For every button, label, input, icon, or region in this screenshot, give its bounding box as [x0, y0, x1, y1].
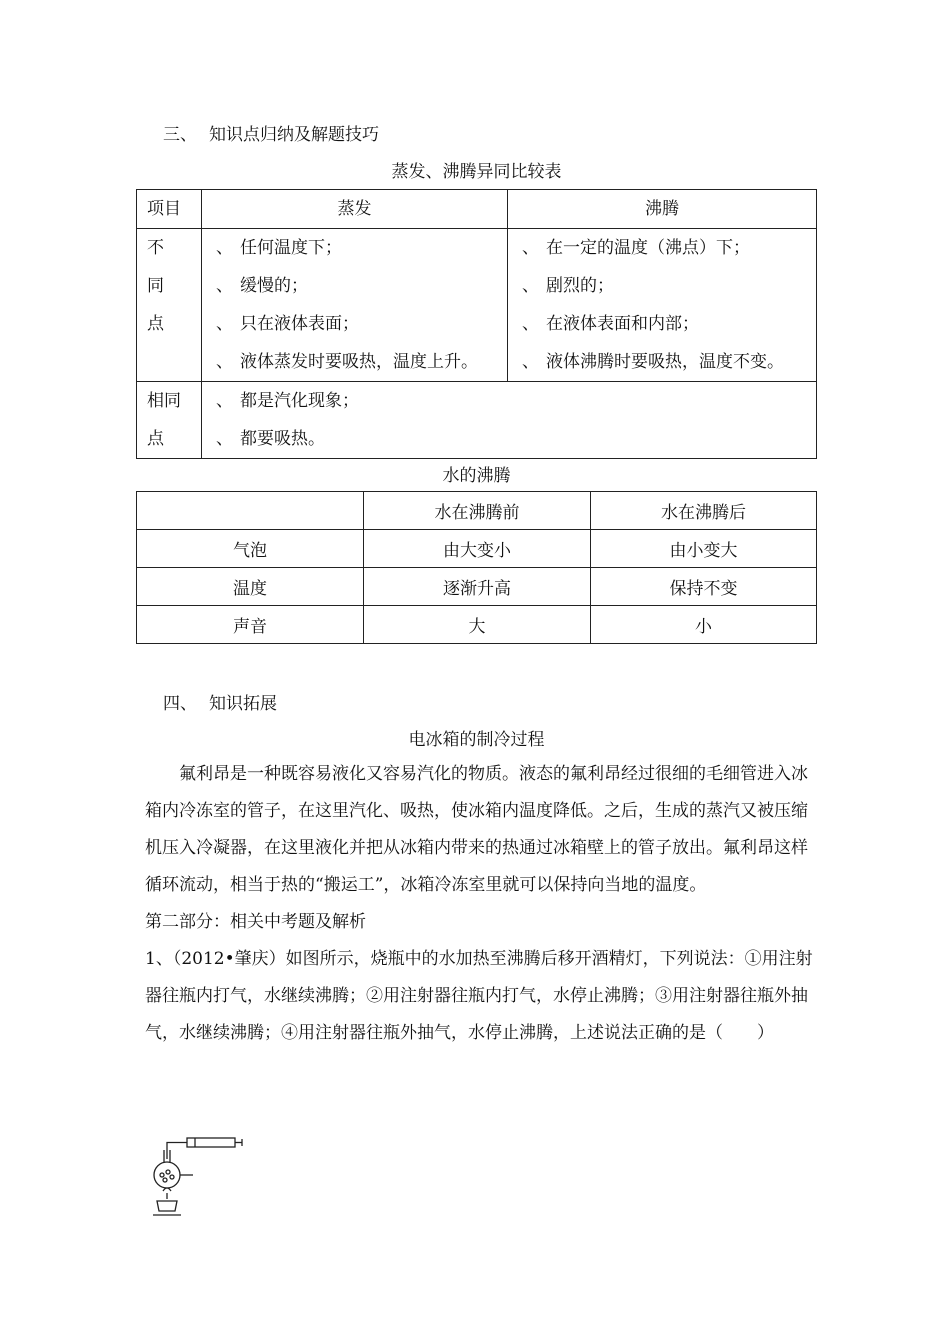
section-4-heading — [163, 689, 277, 714]
flame-icon — [163, 1188, 171, 1191]
table-row — [137, 568, 817, 606]
list-item: 、 缓慢的； — [216, 276, 308, 296]
syringe-icon — [187, 1138, 235, 1147]
table-row — [137, 492, 817, 530]
table-cell: 温度 — [137, 568, 364, 606]
section-4-number: 四、 — [163, 694, 197, 714]
part2-title: 第二部分：相关中考题及解析 — [145, 912, 366, 932]
section-3-heading — [163, 120, 379, 145]
same-cell — [202, 382, 817, 459]
list-item: 、 在一定的温度（沸点）下； — [522, 238, 750, 258]
fridge-title: 电冰箱的制冷过程 — [408, 730, 545, 750]
list-item: 、 只在液体表面； — [216, 314, 359, 334]
alcohol-lamp-icon — [157, 1201, 177, 1211]
same-label: 点 — [147, 429, 164, 449]
table-cell: 气泡 — [137, 530, 364, 568]
table-row — [137, 530, 817, 568]
section-4-title: 知识拓展 — [209, 694, 277, 714]
list-item: 、 剧烈的； — [522, 276, 614, 296]
table-cell: 水在沸腾前 — [364, 492, 591, 530]
list-item: 、 都要吸热。 — [216, 429, 325, 449]
same-label-cell — [137, 382, 202, 459]
body-text — [145, 756, 813, 1052]
list-item: 、 任何温度下； — [216, 238, 342, 258]
table-cell: 由小变大 — [591, 530, 817, 568]
table-cell: 逐渐升高 — [364, 568, 591, 606]
table-row — [137, 606, 817, 644]
section-3-number: 三、 — [163, 125, 197, 145]
table-cell — [137, 492, 364, 530]
fridge-paragraph: 氟利昂是一种既容易液化又容易汽化的物质。液态的氟利昂经过很细的毛细管进入冰箱内冷冻室的管子，在这里汽化、吸热，使冰箱内温度降低。之后，生成的蒸汽又被压缩机压入冷凝器，在这里液化并把从冰箱内带来的热通过冰箱壁上的管子放出。氟利昂这样循环流动，相当于热的“搬运工”，冰箱冷冻室里就可以保持向当地的温度。 — [145, 764, 808, 895]
table-cell: 大 — [364, 606, 591, 644]
header-evap: 蒸发 — [202, 190, 508, 229]
list-item: 、 液体沸腾时要吸热，温度不变。 — [522, 352, 784, 372]
list-item: 、 液体蒸发时要吸热，温度上升。 — [216, 352, 478, 372]
header-item: 项目 — [137, 190, 202, 229]
list-item: 、 在液体表面和内部； — [522, 314, 699, 334]
header-boil: 沸腾 — [508, 190, 817, 229]
diff-label: 不 — [147, 238, 164, 258]
table-cell: 水在沸腾后 — [591, 492, 817, 530]
table1-caption: 蒸发、沸腾异同比较表 — [391, 162, 562, 182]
question-1: 1、（2012•肇庆）如图所示，烧瓶中的水加热至沸腾后移开酒精灯，下列说法：①用注射器往瓶内打气，水继续沸腾；②用注射器往瓶内打气，水停止沸腾；③用注射器往瓶外抽气，水继续沸腾；④用注射器往瓶外抽气，水停止沸腾，上述说法正确的是（ ） — [145, 949, 813, 1043]
water-boiling-table — [136, 491, 817, 644]
table-cell: 声音 — [137, 606, 364, 644]
table-cell: 由大变小 — [364, 530, 591, 568]
flask-syringe-figure — [145, 1135, 245, 1220]
flask-icon — [154, 1162, 180, 1188]
diff-label: 同 — [147, 276, 164, 296]
evap-boil-comparison-table — [136, 189, 817, 459]
table-cell: 保持不变 — [591, 568, 817, 606]
boil-cell — [508, 229, 817, 382]
table-cell: 小 — [591, 606, 817, 644]
section-3-title: 知识点归纳及解题技巧 — [209, 125, 379, 145]
list-item: 、 都是汽化现象； — [216, 391, 359, 411]
table2-caption: 水的沸腾 — [442, 466, 511, 486]
diff-label: 点 — [147, 314, 164, 334]
evap-cell — [202, 229, 508, 382]
same-label: 相同 — [147, 391, 181, 411]
diff-label-cell — [137, 229, 202, 382]
